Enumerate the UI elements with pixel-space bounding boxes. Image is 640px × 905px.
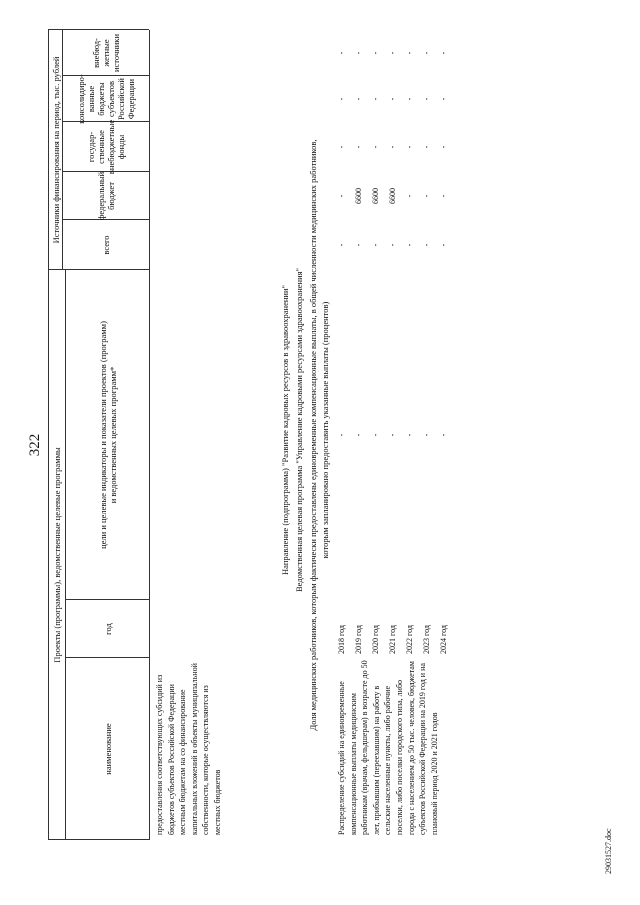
row-extra: - — [337, 51, 346, 55]
header-group-sources: Источники финансирования на период, тыс. рублей — [50, 56, 61, 244]
row-total: - — [354, 243, 363, 247]
row-regional: - — [439, 97, 448, 101]
header-extra: внебюд-жетные источники — [91, 34, 121, 73]
row-year: 2020 год — [371, 625, 380, 654]
row-regional: - — [422, 97, 431, 101]
row-goal: - — [354, 433, 363, 437]
row-total: - — [371, 243, 380, 247]
row-total: - — [405, 243, 414, 247]
row-federal: - — [439, 194, 448, 198]
header-bottom-border — [149, 30, 150, 840]
row-extra: - — [388, 51, 397, 55]
row-year: 2021 год — [388, 625, 397, 654]
row-year: 2024 год — [439, 625, 448, 654]
row-funds: - — [337, 145, 346, 149]
row-funds: - — [439, 145, 448, 149]
row-extra: - — [422, 51, 431, 55]
row-year: 2018 год — [337, 625, 346, 654]
row-goal: - — [439, 433, 448, 437]
header-year: год — [102, 623, 113, 635]
page-number: 322 — [27, 433, 43, 457]
row-extra: - — [439, 51, 448, 55]
row-regional: - — [354, 97, 363, 101]
row-year: 2019 год — [354, 625, 363, 654]
section-indicator-line2: которым запланировано предоставить указанные выплаты (процентов) — [320, 301, 330, 559]
header-goals: цели и целевые индикаторы и показатели проектов (программ) и ведомственных целевых программ* — [97, 321, 118, 549]
header-group-projects: Проекты (программы), ведомственные целевые программы — [52, 447, 62, 663]
footer-file-name: 29031527.doc — [604, 828, 613, 874]
row-extra: - — [405, 51, 414, 55]
row-funds: - — [405, 145, 414, 149]
header-total: всего — [101, 235, 111, 255]
row-goal: - — [337, 433, 346, 437]
row-funds: - — [388, 145, 397, 149]
row-federal: 6600 — [354, 188, 363, 204]
rotated-page — [18, 10, 618, 880]
row-regional: - — [405, 97, 414, 101]
row-regional: - — [371, 97, 380, 101]
row-federal: 6600 — [371, 188, 380, 204]
row-regional: - — [337, 97, 346, 101]
row-regional: - — [388, 97, 397, 101]
header-federal: федеральный бюджет — [96, 171, 116, 221]
row-year: 2023 год — [422, 625, 431, 654]
row-goal: - — [371, 433, 380, 437]
row-funds: - — [354, 145, 363, 149]
row-extra: - — [371, 51, 380, 55]
col-divider-1 — [65, 657, 149, 658]
row-funds: - — [371, 145, 380, 149]
row-funds: - — [422, 145, 431, 149]
section-direction: Направление (подпрограмма) "Развитие кадровых ресурсов в здравоохранении" — [280, 285, 290, 575]
row-total: - — [337, 243, 346, 247]
row-extra: - — [354, 51, 363, 55]
section-indicator-line1: Доля медицинских работников, которым фактически предоставлены единовременные компенсационные выплаты, в общей численности медицинских работников, — [308, 139, 318, 731]
col-divider-2 — [65, 599, 149, 600]
row-total: - — [439, 243, 448, 247]
header-name: наименование — [102, 723, 113, 775]
continued-text: предоставления соответствующих субсидий из бюджетов субъектов Российской Федерации местным бюджетам на со финансирование капитальных вложений в объекты муниципальной собственности, которые осуществляются из местных бюджетов — [155, 663, 222, 835]
row-federal: 6600 — [388, 188, 397, 204]
row-goal: - — [388, 433, 397, 437]
section-program: Ведомственная целевая программа "Управление кадровыми ресурсами здравоохранения" — [294, 268, 304, 593]
row-federal: - — [337, 194, 346, 198]
header-regional: консолидиро-ванные бюджеты субъектов Российской Федерации — [76, 74, 136, 124]
header-funds: государ-ственные внебюджетные фонды — [86, 119, 126, 175]
row-goal: - — [405, 433, 414, 437]
table-right-border — [48, 29, 149, 30]
row-total: - — [388, 243, 397, 247]
row-year: 2022 год — [405, 625, 414, 654]
row-federal: - — [405, 194, 414, 198]
row-name: Распределение субсидий на единовременные компенсационные выплаты медицинским работникам (врачам, фельдшерам) в возрасте до 50 лет, прибывшим (переехавшим) на работу в сельские населенные пункты, либо рабочие поселки, либо поселки городского типа, либо города с населением до 50 тыс. человек, бюджетам субъектов Российской Федерации на 2019 год и на плановый период 2020 и 2021 годов — [337, 660, 439, 835]
row-total: - — [422, 243, 431, 247]
row-goal: - — [422, 433, 431, 437]
row-federal: - — [422, 194, 431, 198]
